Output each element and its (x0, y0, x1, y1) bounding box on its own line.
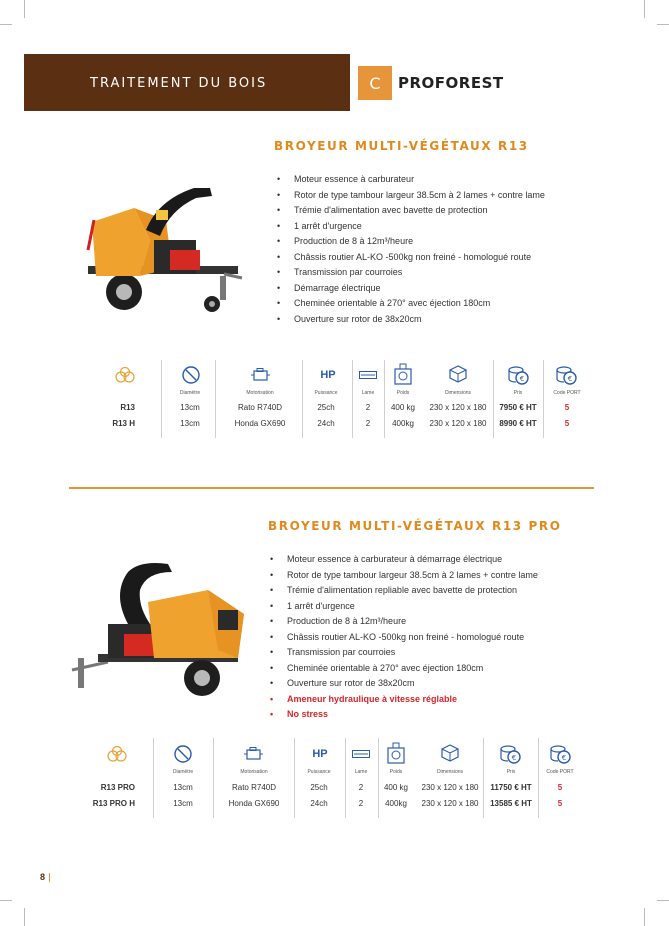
table-row-model: R13 PRO (100, 783, 135, 792)
product-title: BROYEUR MULTI-VÉGÉTAUX R13 (274, 139, 529, 153)
feature-item: • 1 arrêt d'urgence (270, 599, 538, 615)
table-cell: 24ch (317, 419, 335, 428)
table-cell-price: 13585 € HT (490, 799, 532, 808)
svg-text:€: € (561, 754, 567, 762)
table-cell: 400kg (385, 799, 407, 808)
column-header: Poids (396, 390, 410, 396)
column-header: Dimensions (444, 390, 472, 396)
wood-logs-icon (106, 745, 128, 763)
table-cell: 13cm (180, 403, 200, 412)
euro-coins-icon (548, 742, 572, 766)
blade-icon (351, 749, 371, 759)
hp-icon: HP (320, 369, 336, 381)
column-header: Dimensions (436, 769, 464, 775)
feature-item: • Châssis routier AL-KO -500kg non freiné - homologué route (277, 250, 545, 266)
table-cell-price: 8990 € HT (499, 419, 537, 428)
table-cell: 400kg (392, 419, 414, 428)
svg-text:€: € (567, 375, 573, 383)
column-header: Puissance (307, 769, 331, 775)
feature-item: • Ouverture sur rotor de 38x20cm (270, 676, 538, 692)
feature-item: • Démarrage électrique (277, 281, 545, 297)
feature-item: • Rotor de type tambour largeur 38.5cm à 2 lames + contre lame (270, 568, 538, 584)
engine-icon (243, 746, 265, 762)
feature-item: • Châssis routier AL-KO -500kg non freiné - homologué route (270, 630, 538, 646)
banner-title: TRAITEMENT DU BOIS (90, 76, 268, 91)
feature-item: • Cheminée orientable à 270° avec éjection 180cm (270, 661, 538, 677)
column-header: Code PORT (553, 390, 581, 396)
feature-item: • Transmission par courroies (277, 265, 545, 281)
table-cell-port: 5 (564, 403, 570, 412)
feature-item: • 1 arrêt d'urgence (277, 219, 545, 235)
feature-item-highlight: • No stress (270, 707, 538, 723)
table-cell: 2 (365, 403, 371, 412)
table-cell-price: 11750 € HT (490, 783, 532, 792)
product-title: BROYEUR MULTI-VÉGÉTAUX R13 PRO (268, 519, 562, 533)
table-cell: 25ch (317, 403, 335, 412)
svg-text:€: € (511, 754, 517, 762)
table-cell-port: 5 (557, 783, 563, 792)
table-cell: 230 x 120 x 180 (429, 403, 487, 412)
diameter-icon (172, 743, 194, 765)
column-header: Prix (513, 390, 523, 396)
table-cell: Honda GX690 (228, 799, 280, 808)
table-row-model: R13 PRO H (92, 799, 135, 808)
table-cell-port: 5 (564, 419, 570, 428)
feature-item: • Moteur essence à carburateur à démarrage électrique (270, 552, 538, 568)
feature-item: • Production de 8 à 12m³/heure (270, 614, 538, 630)
column-header: Lame (354, 769, 368, 775)
table-cell: 13cm (173, 783, 193, 792)
logo-letter: C (358, 66, 392, 100)
table-cell: 230 x 120 x 180 (421, 783, 479, 792)
table-cell: Rato R740D (231, 783, 277, 792)
weight-scale-icon (385, 741, 407, 765)
column-header: Lame (361, 390, 375, 396)
feature-item: • Trémie d'alimentation repliable avec bavette de protection (270, 583, 538, 599)
feature-item: • Rotor de type tambour largeur 38.5cm à 2 lames + contre lame (277, 188, 545, 204)
table-cell: Rato R740D (237, 403, 283, 412)
column-header: Motorisation (246, 390, 274, 396)
table-cell: 230 x 120 x 180 (429, 419, 487, 428)
feature-item: • Transmission par courroies (270, 645, 538, 661)
table-cell: 2 (365, 419, 371, 428)
table-cell-price: 7950 € HT (499, 403, 537, 412)
hp-icon: HP (312, 748, 328, 760)
feature-item: • Moteur essence à carburateur (277, 172, 545, 188)
feature-item: • Production de 8 à 12m³/heure (277, 234, 545, 250)
column-header: Prix (506, 769, 516, 775)
column-header: Code PORT (546, 769, 574, 775)
dimensions-cube-icon (438, 742, 462, 764)
table-cell: 2 (358, 783, 364, 792)
feature-item-highlight: • Ameneur hydraulique à vitesse réglable (270, 692, 538, 708)
table-cell: Honda GX690 (234, 419, 286, 428)
table-cell: 25ch (310, 783, 328, 792)
table-cell: 400 kg (390, 403, 416, 412)
feature-item: • Trémie d'alimentation avec bavette de protection (277, 203, 545, 219)
column-header: Diamètre (172, 769, 194, 775)
euro-coins-icon (498, 742, 522, 766)
table-cell: 13cm (173, 799, 193, 808)
svg-text:€: € (519, 375, 525, 383)
logo-text: PROFOREST (398, 74, 504, 92)
column-header: Motorisation (240, 769, 268, 775)
table-cell: 230 x 120 x 180 (421, 799, 479, 808)
feature-item: • Ouverture sur rotor de 38x20cm (277, 312, 545, 328)
table-cell: 13cm (180, 419, 200, 428)
page-number-text: 8 (40, 872, 46, 882)
page-number (40, 872, 50, 882)
table-cell: 2 (358, 799, 364, 808)
column-header: Puissance (314, 390, 338, 396)
table-cell: 24ch (310, 799, 328, 808)
column-header: Poids (389, 769, 403, 775)
column-header: Diamètre (179, 390, 201, 396)
feature-item: • Cheminée orientable à 270° avec éjection 180cm (277, 296, 545, 312)
table-cell-port: 5 (557, 799, 563, 808)
table-row-model: R13 (120, 403, 135, 412)
table-cell: 400 kg (383, 783, 409, 792)
table-row-model: R13 H (112, 419, 135, 428)
